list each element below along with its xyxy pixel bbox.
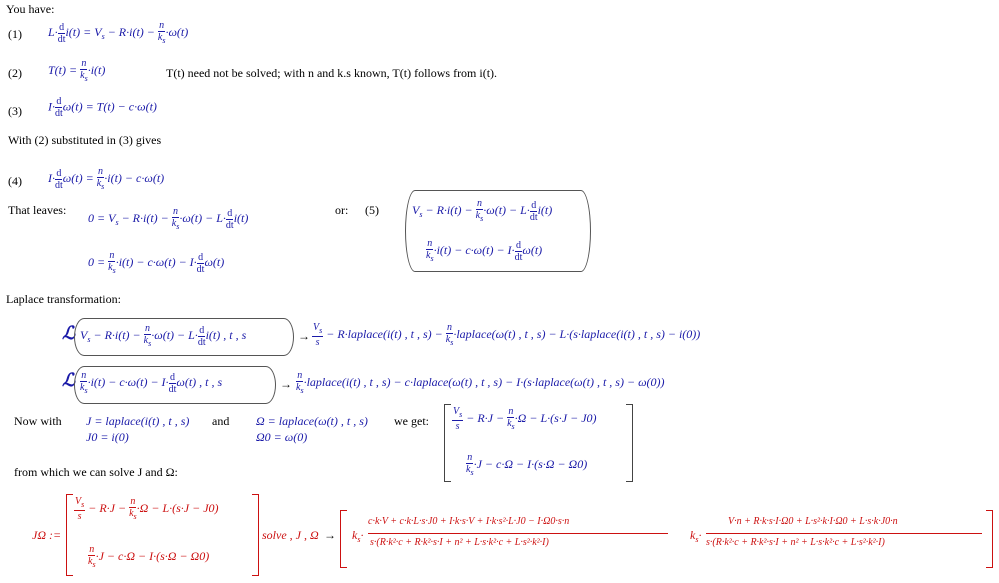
solution1-prefix: $k_s\cdot$ — [352, 528, 364, 544]
now-with-label: Now with — [14, 414, 62, 428]
eq4-number: (4) — [8, 174, 22, 188]
solution2-prefix: $k_s\cdot$ — [690, 528, 702, 544]
leave-eq2: 0 = $\frac{n}{k_s}$ ·i(t) − c·ω(t) − I· $\frac{d}{dt}$ ω(t) — [88, 250, 225, 275]
result-bracket-right — [626, 404, 633, 482]
jo-row2: $\frac{n}{k_s}$ ·J − c·Ω − I·(s·Ω − Ω0) — [88, 544, 210, 569]
laplace1-output: $\frac{V_s}{s}$ − R·laplace(i(t) , t , s) − $\frac{n}{k_s}$ ·laplace(ω(t) , t , s) − L·(s·laplace(i(t) , t , s) − i(0)) — [313, 322, 701, 348]
laplace-symbol-2: ℒ — [62, 370, 75, 390]
eq2: T(t) = $\frac{n}{k_s}$ ·i(t) — [48, 58, 106, 83]
eq2-number: (2) — [8, 66, 22, 80]
solve-arrow: → — [324, 528, 336, 542]
or-label: or: — [335, 203, 349, 217]
that-leaves-label: That leaves: — [8, 203, 67, 217]
solution1-denominator: s·(R·k²·c + R·k²·s·I + n² + L·s·k²·c + L·s²·k²·I) — [370, 537, 549, 548]
def-Omega: Ω = laplace(ω(t) , t , s) — [256, 414, 368, 428]
def-Omega0: Ω0 = ω(0) — [256, 430, 308, 444]
solution2-denominator: s·(R·k²·c + R·k²·s·I + n² + L·s·k²·c + L·s²·k²·I) — [706, 537, 885, 548]
solve-keyword: solve , J , Ω — [262, 528, 319, 542]
eq3-number: (3) — [8, 104, 22, 118]
you-have-label: You have: — [6, 2, 55, 16]
def-J: J = laplace(i(t) , t , s) — [86, 414, 190, 428]
solution1-numerator: c·k·V + c·k·L·s·J0 + I·k·s·V + I·k·s²·L·J0 − I·Ω0·s·n — [368, 516, 570, 527]
note-T: T(t) need not be solved; with n and k.s known, T(t) follows from i(t). — [166, 66, 498, 80]
result-row1: $\frac{V_s}{s}$ − R·J − $\frac{n}{k_s}$ ·Ω − L·(s·J − J0) — [453, 406, 597, 432]
leave-eq1: $0 = V_s - R\cdot i(t)$ − $\frac{n}{k_s}$ ·ω(t) − L· $\frac{d}{dt}$ i(t) — [88, 206, 249, 231]
result-row2: $\frac{n}{k_s}$ ·J − c·Ω − I·(s·Ω − Ω0) — [466, 452, 588, 477]
def-J0: J0 = i(0) — [86, 430, 129, 444]
solution-bracket-right — [986, 510, 993, 568]
solution2-numerator: V·n + R·k·s·I·Ω0 + L·s²·k·I·Ω0 + L·s·k·J0·n — [728, 516, 898, 527]
laplace2-output: $\frac{n}{k_s}$ ·laplace(i(t) , t , s) − c·laplace(ω(t) , t , s) − I·(s·laplace(ω(t) , t , s) − ω(0)) — [296, 370, 665, 395]
eq4: I· $\frac{d}{dt}$ ω(t) = $\frac{n}{k_s}$ ·i(t) − c·ω(t) — [48, 166, 165, 191]
solution-bracket-left — [340, 510, 347, 568]
with-substituted-label: With (2) substituted in (3) gives — [8, 133, 162, 147]
from-which-label: from which we can solve J and Ω: — [14, 465, 178, 479]
laplace1-input: $V_s - R\cdot i(t)$ − $\frac{n}{k_s}$ ·ω(t) − L· $\frac{d}{dt}$ i(t) , t , s — [80, 323, 247, 348]
eq5-number: (5) — [365, 203, 379, 217]
eq1-number: (1) — [8, 27, 22, 41]
jo-row1: $\frac{V_s}{s}$ − R·J − $\frac{n}{k_s}$ ·Ω − L·(s·J − J0) — [75, 496, 219, 522]
jo-label: JΩ := — [32, 528, 62, 542]
solution1-fraction-bar — [368, 533, 668, 534]
solution2-fraction-bar — [706, 533, 982, 534]
eq3: I· $\frac{d}{dt}$ ω(t) = T(t) − c·ω(t) — [48, 96, 157, 119]
laplace2-arrow: → — [280, 377, 292, 391]
laplace1-arrow: → — [298, 329, 310, 343]
and-label: and — [212, 414, 230, 428]
laplace-symbol-1: ℒ — [62, 323, 75, 343]
jo-bracket-left — [66, 494, 73, 576]
matrix-5-row2: $\frac{n}{k_s}$ ·i(t) − c·ω(t) − I· $\frac{d}{dt}$ ω(t) — [426, 238, 543, 263]
laplace-title: Laplace transformation: — [6, 292, 121, 306]
eq1: L· $\frac{d}{dt}$ $i(t) = V_s - R\cdot i(t)$ − $\frac{n}{k_s}$ ·ω(t) — [48, 20, 189, 45]
laplace2-input: $\frac{n}{k_s}$ ·i(t) − c·ω(t) − I· $\frac{d}{dt}$ ω(t) , t , s — [80, 370, 223, 395]
matrix-5-row1: $V_s - R\cdot i(t)$ − $\frac{n}{k_s}$ ·ω(t) − L· $\frac{d}{dt}$ i(t) — [412, 198, 553, 223]
result-bracket-left — [444, 404, 451, 482]
jo-bracket-right — [252, 494, 259, 576]
we-get-label: we get: — [394, 414, 429, 428]
